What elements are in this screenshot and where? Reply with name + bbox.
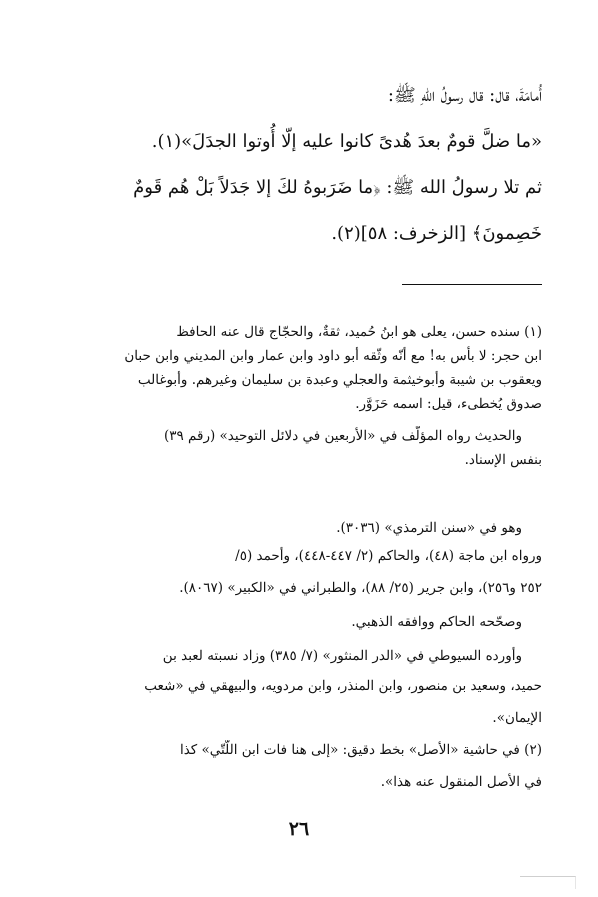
page-number: ٢٦ bbox=[288, 818, 310, 840]
footnote-line: حميد، وسعيد بن منصور، وابن المنذر، وابن مردويه، والبيهقي في «شعب bbox=[144, 678, 542, 694]
footnote-line: بنفس الإسناد. bbox=[464, 452, 542, 468]
footnote-line: صدوق يُخطىء، قيل: اسمه حَزَوَّر. bbox=[355, 396, 542, 412]
main-text-line-1: أُمامَةَ، قال: قال رسولُ اللهِ ﷺ: bbox=[387, 85, 542, 106]
footnote-line: ٢٥٢ و٢٥٦)، وابن جرير (٢٥/ ٨٨)، والطبراني في «الكبير» (٨٠٦٧). bbox=[179, 580, 542, 596]
footnote-separator bbox=[402, 284, 542, 285]
footnote-line: وصحّحه الحاكم ووافقه الذهبي. bbox=[351, 614, 522, 630]
footnote-line: والحديث رواه المؤلّف في «الأربعين في دلائل التوحيد» (رقم ٣٩) bbox=[163, 428, 522, 444]
page-edge-mark bbox=[520, 876, 576, 889]
main-text-line-2: «ما ضلَّ قومٌ بعدَ هُدىً كانوا عليه إلّا أُوتوا الجدَلَ»(١). bbox=[151, 131, 542, 152]
footnote-line: ابن حجر: لا بأس به! مع أنّه وثّقه أبو داود وابن عمار وابن المديني وابن حبان bbox=[124, 348, 542, 364]
footnote-line: الإيمان». bbox=[492, 710, 542, 726]
main-text-line-3: ثم تلا رسولُ الله ﷺ: ﴿ما ضَرَبوهُ لكَ إلا جَدَلاً بَلْ هُم قَومٌ bbox=[133, 177, 542, 198]
footnote-line: ويعقوب بن شيبة وأبوخيثمة والعجلي وعبدة بن سليمان وغيرهم. وأبوغالب bbox=[137, 372, 542, 388]
footnote-line: (٢) في حاشية «الأصل» بخط دقيق: «إلى هنا فات ابن اللّتّي» كذا bbox=[179, 742, 542, 758]
footnote-line: وهو في «سنن الترمذي» (٣٠٣٦). bbox=[336, 520, 522, 536]
main-text-line-4: خَصِمونَ﴾ [الزخرف: ٥٨](٢). bbox=[331, 223, 542, 244]
footnote-line: وأورده السيوطي في «الدر المنثور» (٧/ ٣٨٥) وزاد نسبته لعبد بن bbox=[162, 648, 522, 664]
footnote-line: (١) سنده حسن، يعلى هو ابنُ حُميد، ثقةٌ، والحجّاج قال عنه الحافظ bbox=[176, 324, 542, 340]
footnote-line: في الأصل المنقول عنه هذا». bbox=[380, 774, 542, 790]
footnote-line: ورواه ابن ماجة (٤٨)، والحاكم (٢/ ٤٤٧-٤٤٨)، وأحمد (٥/ bbox=[235, 548, 542, 564]
